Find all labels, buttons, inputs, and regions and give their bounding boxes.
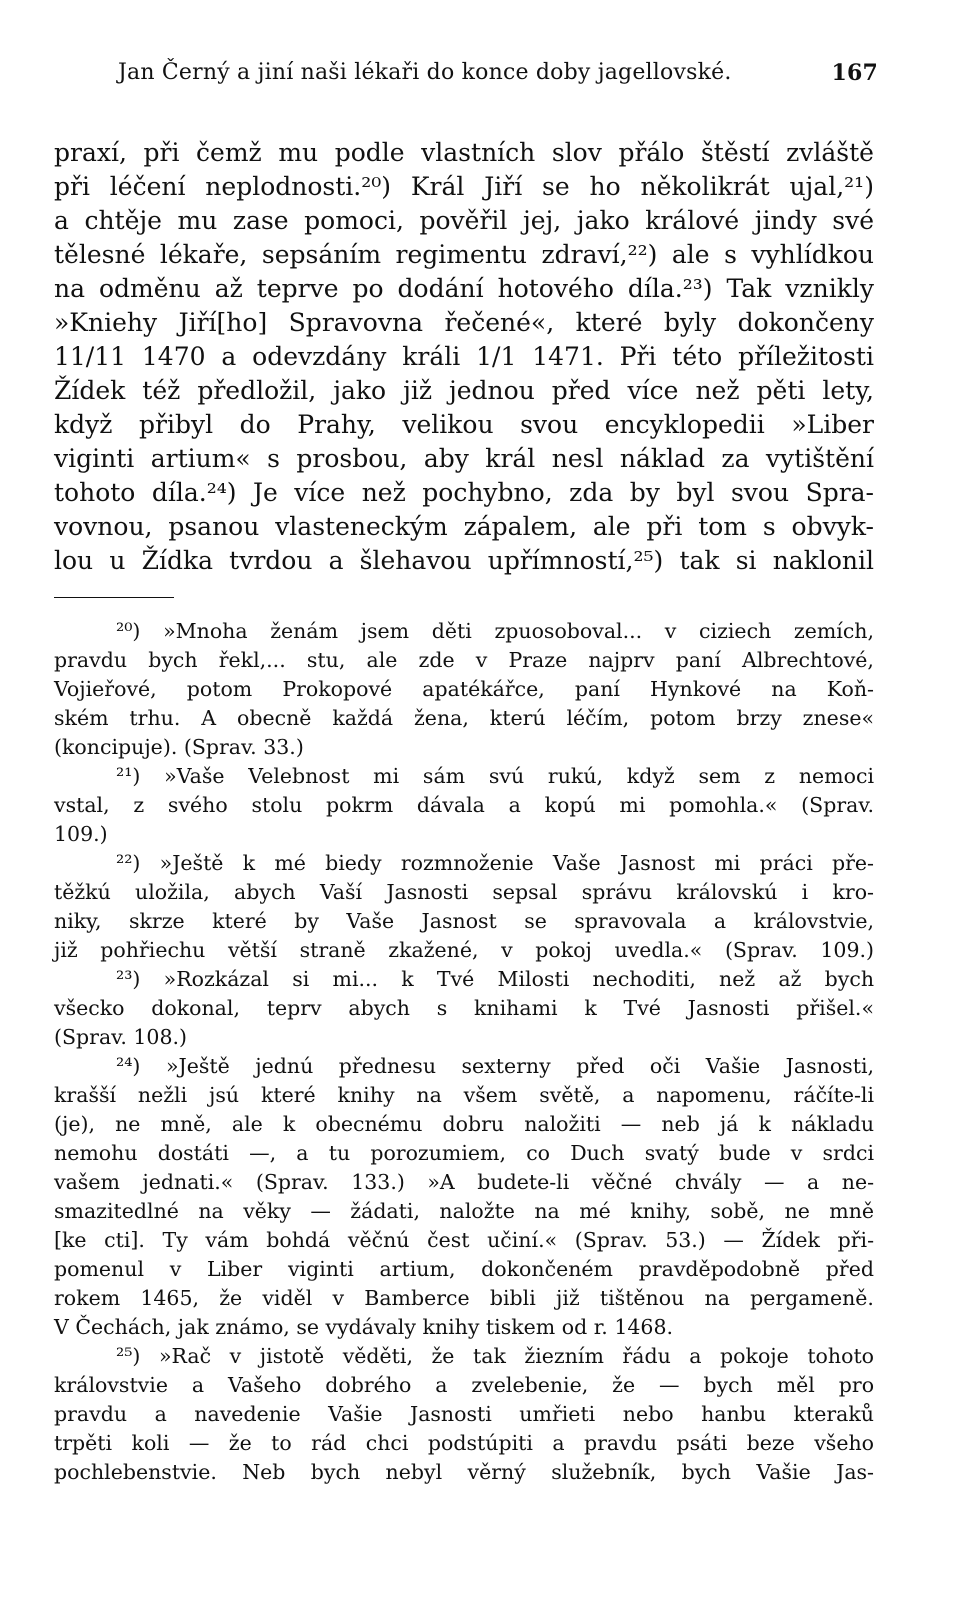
body-line: 11/11 1470 a odevzdány králi 1/1 1471. Při této příležitosti [54,342,874,371]
footnote-line: ²⁴) »Ještě jednú přednesu sexterny před oči Vašie Jasnosti, [116,1054,875,1078]
footnote-separator [54,597,174,598]
footnote-line: již pohřiechu větší straně zkažené, v pokoj uvedla.« (Sprav. 109.) [54,938,875,962]
body-line: tělesné lékaře, sepsáním regimentu zdraví,²²) ale s vyhlídkou [54,240,875,269]
page-number: 167 [831,60,878,86]
footnote-line: pochlebenstvie. Neb bych nebyl věrný služebník, bych Vašie Jas- [54,1460,874,1484]
footnote-line: V Čechách, jak známo, se vydávaly knihy tiskem od r. 1468. [54,1315,674,1339]
body-line: když přibyl do Prahy, velikou svou encyklopedii »Liber [54,410,874,439]
footnote-line: 109.) [54,822,108,846]
footnote-line: rokem 1465, že viděl v Bamberce bibli již tištěnou na pergameně. [54,1286,874,1310]
body-line: lou u Žídka tvrdou a šlehavou upřímností,²⁵) tak si naklonil [54,546,875,575]
body-line: Žídek též předložil, jako již jednou před více než pěti lety, [54,376,874,405]
footnote-line: všecko dokonal, teprv abych s knihami k Tvé Jasnosti přišel.« [54,996,874,1020]
body-line: tohoto díla.²⁴) Je více než pochybno, zda by byl svou Spra- [54,478,875,507]
footnote-line: vstal, z svého stolu pokrm dávala a kopú mi pomohla.« (Sprav. [54,793,875,817]
body-line: vovnou, psanou vlasteneckým zápalem, ale při tom s obvyk- [54,512,874,541]
footnote-line: niky, skrze které by Vaše Jasnost se spravovala a královstvie, [54,909,874,933]
footnote-line: nemohu dostáti —, a tu porozumiem, co Duch svatý bude v srdci [54,1141,875,1165]
footnote-line: Vojieřové, potom Prokopové apatékářce, paní Hynkové na Koň- [54,677,874,701]
footnote-line: [ke cti]. Ty vám bohdá věčnú čest učiní.« (Sprav. 53.) — Žídek při- [54,1228,874,1252]
footnote-line: pomenul v Liber viginti artium, dokončeném pravděpodobně před [54,1257,874,1281]
footnote-line: (Sprav. 108.) [54,1025,188,1049]
footnote-line: (koncipuje). (Sprav. 33.) [54,735,304,759]
footnote-line: ²¹) »Vaše Velebnost mi sám svú rukú, když sem z nemoci [116,764,875,788]
footnote-line: pravdu bych řekl,... stu, ale zde v Praze najprv paní Albrechtové, [54,648,874,672]
body-line: »Kniehy Jiří[ho] Spravovna řečené«, které byly dokončeny [54,308,874,337]
body-line: na odměnu až teprve po dodání hotového díla.²³) Tak vznikly [54,274,874,303]
footnote-line: ském trhu. A obecně každá žena, kterú léčím, potom brzy znese« [54,706,875,730]
footnote-line: vašem jednati.« (Sprav. 133.) »A budete-li věčné chvály — a ne- [54,1170,875,1194]
footnote-line: krašší nežli jsú které knihy na všem světě, a napomenu, ráčíte-li [54,1083,875,1107]
footnote-line: pravdu a navedenie Vašie Jasnosti umřieti nebo hanbu kteraků [54,1402,874,1426]
footnote-line: (je), ne mně, ale k obecnému dobru naložiti — neb já k nákladu [54,1112,875,1136]
body-line: při léčení neplodnosti.²⁰) Král Jiří se ho několikrát ujal,²¹) [54,172,874,201]
body-line: praxí, při čemž mu podle vlastních slov přálo štěstí zvláště [54,138,874,167]
footnote-line: smazitedlné na věky — žádati, naložte na mé knihy, sobě, ne mně [54,1199,875,1223]
running-title: Jan Černý a jiní naši lékaři do konce doby jagellovské. [118,60,732,85]
footnote-line: ²⁵) »Rač v jistotě věděti, že tak žiezním řádu a pokoje tohoto [116,1344,875,1368]
footnote-line: ²⁰) »Mnoha ženám jsem děti zpuosoboval... v ciziech zemích, [116,619,875,643]
body-line: viginti artium« s prosbou, aby král nesl náklad za vytištění [54,444,874,473]
footnote-line: ²²) »Ještě k mé biedy rozmnoženie Vaše Jasnost mi práci pře- [116,851,874,875]
footnote-line: těžkú uložila, abych Vaší Jasnosti sepsal správu královskú i kro- [54,880,874,904]
body-line: a chtěje mu zase pomoci, pověřil jej, jako králové jindy své [54,206,875,235]
running-header [118,60,878,85]
footnote-line: trpěti koli — že to rád chci podstúpiti a pravdu psáti beze všeho [54,1431,874,1455]
footnote-line: ²³) »Rozkázal si mi... k Tvé Milosti nechoditi, než až bych [116,967,875,991]
footnote-line: královstvie a Vašeho dobrého a zvelebenie, že — bych měl pro [54,1373,875,1397]
